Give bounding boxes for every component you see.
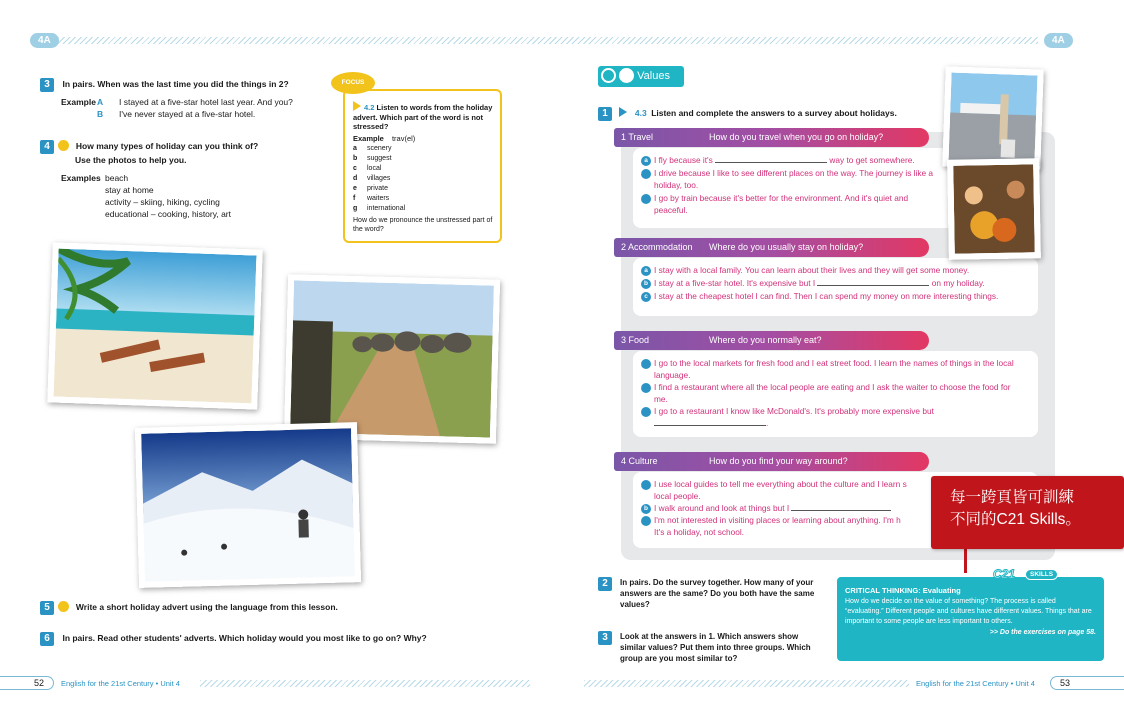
exercise-3-left (40, 74, 330, 92)
focus-word: villages (367, 174, 391, 182)
beach-photo (47, 242, 262, 409)
option-text: I stay at the cheapest hotel I can find. Then I can spend my money on more interesting things. (654, 291, 999, 301)
answer-option (637, 478, 941, 502)
example-item: stay at home (105, 185, 154, 195)
market-image (953, 164, 1035, 253)
answer-option (637, 167, 936, 191)
speaker-a: A (97, 97, 104, 107)
answer-option (637, 381, 1026, 405)
option-text: I fly because it's (654, 155, 713, 165)
item-letter: d (353, 174, 358, 182)
section-title: 4 Culture (621, 456, 658, 466)
option-letter: a (641, 156, 651, 166)
exercise-4-left (40, 139, 330, 166)
section-question: How do you travel when you go on holiday? (709, 132, 884, 142)
footer-right-text: English for the 21st Century • Unit 4 (916, 679, 1035, 688)
section-bar-travel (614, 128, 929, 147)
section-title: 3 Food (621, 335, 650, 345)
c21-skills-badge (993, 567, 1060, 582)
option-letter: c (641, 516, 651, 526)
answer-option (641, 264, 1030, 276)
answer-option (637, 405, 981, 429)
focus-footer: How do we pronounce the unstressed part of the word? (353, 216, 493, 233)
speaker-b: B (97, 109, 104, 119)
answer-blank[interactable] (654, 418, 769, 428)
option-letter: b (641, 169, 651, 179)
examples-label: Examples (61, 173, 101, 183)
option-text: I go to the local markets for fresh food and I eat street food. I learn the names of things in the local language. (654, 358, 1014, 380)
focus-word: local (367, 164, 382, 172)
answer-blank[interactable] (715, 155, 827, 163)
option-text-after: It's a holiday, not school. (654, 527, 744, 537)
footer-left-text: English for the 21st Century • Unit 4 (61, 679, 180, 688)
option-text-after: on my holiday. (931, 278, 985, 288)
page-number-right: 53 (1060, 678, 1071, 688)
option-text: I use local guides to tell me everything about the culture and I learn s (654, 479, 907, 489)
exercise-number: 1 (598, 107, 612, 121)
option-text: I stay with a local family. You can learn about their lives and they will get some money. (654, 265, 970, 275)
example-item: activity – skiing, hiking, cycling (105, 197, 220, 207)
section-question: How do you find your way around? (709, 456, 848, 466)
exercise-number: 2 (598, 577, 612, 591)
option-letter: c (641, 407, 651, 417)
exercise-number: 4 (40, 140, 54, 154)
item-letter: g (353, 204, 358, 212)
focus-example-label: Example (353, 133, 384, 143)
track-number: 4.2 (364, 103, 375, 112)
think-bulb-icon (58, 601, 69, 612)
answer-option (637, 192, 936, 216)
critical-body: How do we decide on the value of something? The process is called “evaluating.” Different people and cultures have different values. Things that are important to some people are less important to others. (845, 598, 1092, 625)
audio-play-icon[interactable] (353, 101, 361, 111)
option-text: I walk around and look at things but I (654, 503, 790, 513)
exercise-question-line2: Use the photos to help you. (75, 155, 187, 165)
section-title: 2 Accommodation (621, 242, 693, 252)
exercise-number: 3 (598, 631, 612, 645)
exercise-5-left (40, 597, 460, 615)
focus-box (343, 89, 502, 243)
answer-option (641, 277, 1030, 289)
critical-thinking-box (837, 577, 1104, 661)
focus-word-list (353, 144, 494, 214)
critical-title: CRITICAL THINKING: Evaluating (845, 586, 961, 595)
airport-image (948, 73, 1037, 164)
safari-photo (284, 274, 500, 443)
example-line-a: I stayed at a five-star hotel last year. And you? (119, 97, 293, 107)
callout-line1: 每一跨頁皆可訓練 (950, 489, 1075, 506)
example-label: Example (61, 97, 96, 107)
focus-tag-label: FOCUS (341, 79, 365, 86)
exercise-instruction: Listen and complete the answers to a survey about holidays. (651, 108, 897, 118)
focus-word: scenery (367, 144, 392, 152)
values-label: Values (637, 70, 670, 82)
item-letter: a (353, 144, 357, 152)
exercise-1-right (598, 103, 918, 121)
option-letter: a (641, 359, 651, 369)
footer-left-page-box (0, 676, 54, 690)
item-letter: f (353, 194, 356, 202)
exercise-6-left (40, 628, 460, 646)
answer-option (637, 357, 1030, 381)
answer-option (641, 290, 1030, 302)
page-number-left: 52 (34, 678, 45, 688)
exercise-text: Write a short holiday advert using the language from this lesson. (75, 602, 338, 612)
answer-card-accommodation (633, 258, 1038, 316)
answer-card-food (633, 351, 1038, 437)
exercise-question: In pairs. When was the last time you did the things in 2? (62, 79, 289, 89)
values-header (598, 66, 684, 87)
option-text: I go by train because it's better for the environment. And it's quiet and peaceful. (654, 193, 909, 215)
exercise-number: 3 (40, 78, 54, 92)
option-letter: b (641, 504, 651, 514)
example-item: beach (105, 173, 129, 183)
callout-line2: 不同的C21 Skills。 (950, 511, 1081, 528)
option-text: I find a restaurant where all the local people are eating and I ask the waiter to choose the food for me. (654, 382, 1011, 404)
example-line-b: I've never stayed at a five-star hotel. (119, 109, 256, 119)
focus-word: international (367, 204, 406, 212)
header-hatch-left (58, 37, 1038, 44)
answer-option (637, 514, 941, 538)
section-question: Where do you usually stay on holiday? (709, 242, 864, 252)
option-text: I'm not interested in visiting places or learning about anything. I'm h (654, 515, 901, 525)
item-letter: b (353, 154, 358, 162)
focus-word: private (367, 184, 389, 192)
speech-bubble-icon (619, 68, 634, 83)
focus-example (353, 134, 494, 143)
focus-tag (331, 72, 375, 94)
critical-link[interactable]: >> Do the exercises on page 58. (989, 629, 1096, 636)
section-bar-accommodation (614, 238, 929, 257)
focus-word: suggest (367, 154, 392, 162)
exercise-text: In pairs. Do the survey together. How many of your answers are the same? Do you both have the same values? (620, 578, 815, 609)
unit-label-right: 4A (1044, 33, 1073, 48)
ski-photo (135, 422, 361, 588)
item-letter: e (353, 184, 357, 192)
ski-image (141, 428, 355, 581)
footer-hatch-left (200, 680, 530, 687)
market-photo (947, 158, 1041, 260)
option-letter: b (641, 383, 651, 393)
unit-label-left: 4A (30, 33, 59, 48)
footer-hatch-right (584, 680, 909, 687)
option-text-after: . (766, 418, 769, 428)
skills-label: SKILLS (1025, 569, 1058, 580)
think-bulb-icon (58, 140, 69, 151)
section-title: 1 Travel (621, 132, 654, 142)
example-item: educational – cooking, history, art (105, 209, 231, 219)
focus-instruction (353, 101, 494, 132)
exercise-4-examples (61, 172, 231, 220)
exercise-number: 6 (40, 632, 54, 646)
airport-photo (942, 66, 1043, 169)
exercise-question: How many types of holiday can you think of? (75, 141, 259, 151)
option-letter: a (641, 480, 651, 490)
track-number: 4.3 (634, 108, 647, 118)
answer-blank[interactable] (817, 278, 929, 286)
section-question: Where do you normally eat? (709, 335, 822, 345)
option-text-after: local people. (654, 491, 701, 501)
headphones-icon (601, 68, 616, 83)
audio-play-icon[interactable] (619, 107, 627, 117)
answer-blank[interactable] (791, 503, 891, 511)
exercise-3-example (61, 96, 321, 120)
focus-instruction-text: Listen to words from the holiday advert. Which part of the word is not stressed? (353, 103, 493, 131)
option-text: I go to a restaurant I know like McDonald's. It's probably more expensive but (654, 406, 934, 416)
focus-example-word: trav(el) (391, 133, 416, 143)
option-text: I drive because I like to see different places on the way. The journey is like a holiday, too. (654, 168, 934, 190)
option-letter: b (641, 279, 651, 289)
option-text: I stay at a five-star hotel. It's expensive but I (654, 278, 816, 288)
callout-pointer (964, 545, 967, 573)
item-letter: c (353, 164, 357, 172)
c21-label: C21 (993, 567, 1016, 581)
c21-callout (931, 476, 1124, 549)
beach-image (53, 249, 256, 404)
exercise-text: Look at the answers in 1. Which answers show similar values? Put them into three groups. Which group are you most similar to? (620, 632, 811, 663)
option-letter: a (641, 266, 651, 276)
safari-image (290, 280, 494, 437)
section-bar-food (614, 331, 929, 350)
exercise-text: In pairs. Read other students' adverts. Which holiday would you most like to go on? Why? (62, 633, 427, 643)
option-letter: c (641, 292, 651, 302)
exercise-number: 5 (40, 601, 54, 615)
exercise-2-right (598, 577, 823, 610)
focus-word: waiters (367, 194, 390, 202)
section-bar-culture (614, 452, 929, 471)
option-letter: c (641, 194, 651, 204)
option-text-after: way to get somewhere. (829, 155, 915, 165)
exercise-3-right (598, 631, 823, 664)
